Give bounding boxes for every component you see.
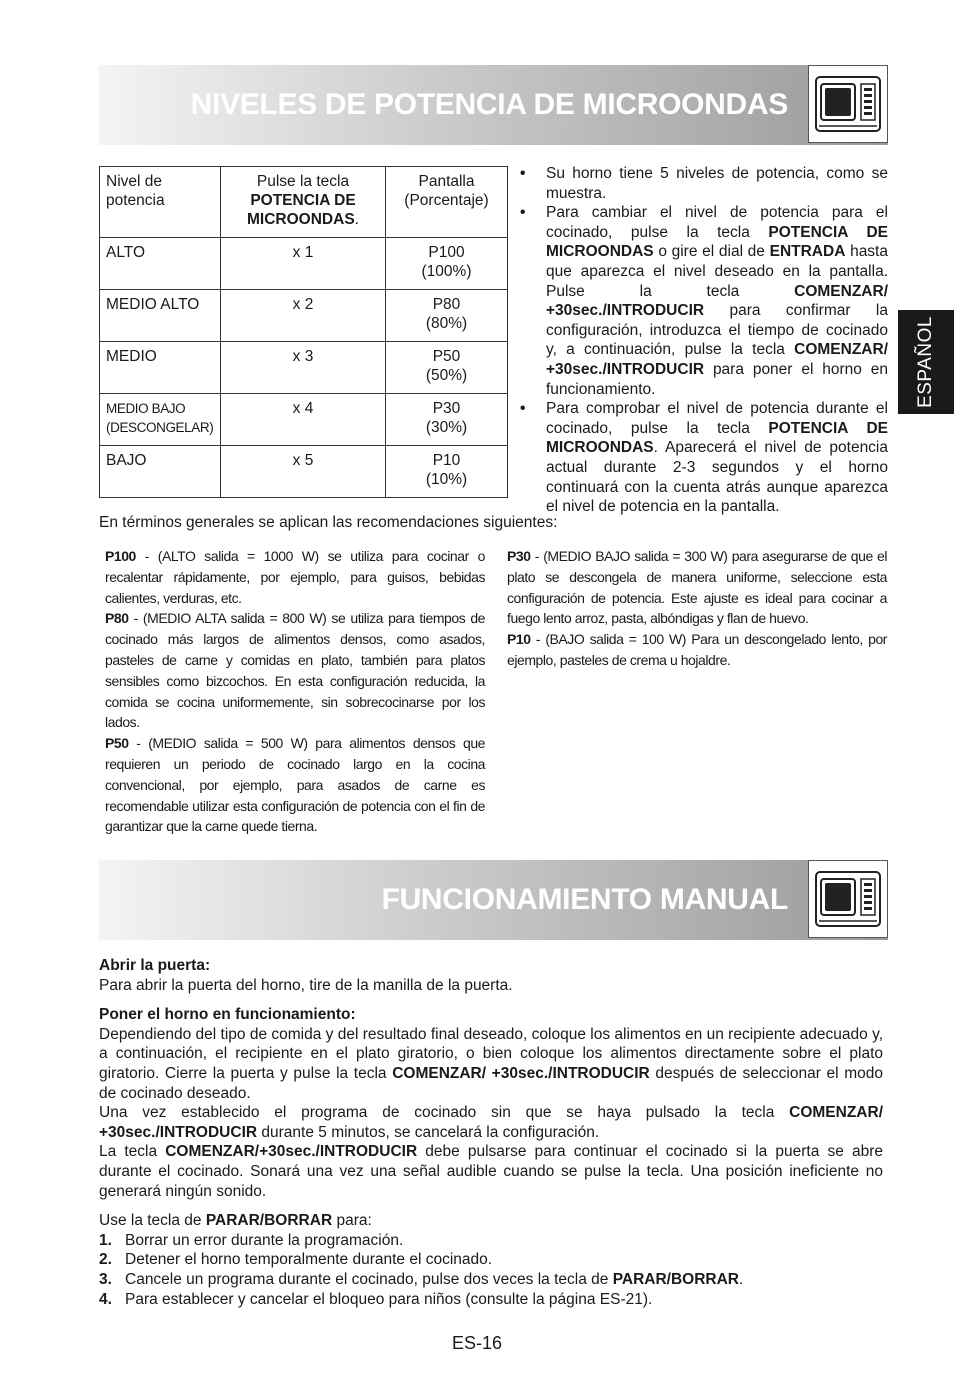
recommendations-intro: En términos generales se aplican las recomendaciones siguientes:	[99, 514, 558, 531]
list-item: 1. Borrar un error durante la programación.	[99, 1231, 404, 1249]
table-row: BAJO x 5 P10 (10%)	[100, 446, 508, 498]
start-paragraph-2: Una vez establecido el programa de cocinado sin que se haya pulsado la tecla COMENZAR/ +30sec./INTRODUCIR durante 5 minutos, se cancelará la configuración.	[99, 1104, 883, 1141]
microwave-icon-box	[808, 860, 888, 938]
open-door-text: Para abrir la puerta del horno, tire de la manilla de la puerta.	[99, 976, 513, 994]
language-tab: ESPAÑOL	[898, 310, 954, 414]
list-item: • Su horno tiene 5 niveles de potencia, como se muestra.	[520, 164, 888, 203]
list-item: • Para comprobar el nivel de potencia durante el cocinado, pulse la tecla POTENCIA DE MICROONDAS. Aparecerá el nivel de potencia actual durante 2-3 segundos y el horno continuará con la cuenta atrás aunque aparezca el nivel de potencia en la pantalla.	[520, 399, 888, 517]
section-title: FUNCIONAMIENTO MANUAL	[381, 883, 788, 916]
recommendations-right-column	[507, 546, 887, 671]
rec-p100: P100 - (ALTO salida = 1000 W) se utiliza para cocinar o recalentar rápidamente, por ejemplo, para guisos, bebidas calientes, verduras, etc.	[105, 548, 485, 606]
rec-p30: P30 - (MEDIO BAJO salida = 300 W) para asegurarse de que el plato se descongela de manera uniforme, seleccione esta configuración de potencia. Este ajuste es ideal para cocinar a fuego lento arroz, pasta, albóndigas y flan de huevo.	[507, 548, 887, 627]
rec-p50: P50 - (MEDIO salida = 500 W) para alimentos densos que requieren un periodo de cocinado largo en la cocina convencional, por ejemplo, para asados de carne es recomendable utilizar esta configuración de potencia con el fin de garantizar que la carne quede tierna.	[105, 735, 485, 835]
header-level: Nivel de potencia	[100, 167, 221, 238]
microwave-icon	[815, 76, 881, 132]
rec-p80: P80 - (MEDIO ALTA salida = 800 W) se utiliza para tiempos de cocinado más largos de alimentos densos, como asados, pasteles de carne y comidas en plato, también para platos sensibles como bizcochos. En esta configuración reducida, la comida se cocina uniformemente, sin sobrecocinarse por los lados.	[105, 610, 485, 731]
list-item: 4. Para establecer y cancelar el bloqueo para niños (consulte la página ES-21).	[99, 1290, 653, 1308]
section-banner-manual-operation	[99, 860, 888, 940]
start-paragraph-3: La tecla COMENZAR/+30sec./INTRODUCIR debe pulsarse para continuar el cocinado si la puerta se abre durante el cocinado. Sonará una vez una señal audible cuando se pulse la tecla. Una posición ineficiente no generará ningún sonido.	[99, 1143, 883, 1200]
stop-list	[99, 1231, 883, 1309]
header-press: Pulse la tecla POTENCIA DE MICROONDAS.	[221, 167, 386, 238]
start-oven-heading: Poner el horno en funcionamiento:	[99, 1006, 356, 1024]
open-door-heading: Abrir la puerta:	[99, 957, 211, 974]
rec-p10: P10 - (BAJO salida = 100 W) Para un descongelado lento, por ejemplo, pasteles de crema u hojaldre.	[507, 631, 887, 668]
table-row: ALTO x 1 P100 (100%)	[100, 238, 508, 290]
start-paragraph-1: Dependiendo del tipo de comida y del resultado final deseado, coloque los alimentos en un recipiente adecuado y, a continuación, el recipiente en el plato giratorio, o bien coloque los alimentos directamente sobre el plato giratorio. Cierre la puerta y pulse la tecla COMENZAR/ +30sec./INTRODUCIR después de seleccionar el modo de cocinado deseado.	[99, 1025, 883, 1102]
microwave-icon-box	[808, 65, 888, 143]
power-level-table	[99, 166, 508, 498]
header-display: Pantalla (Porcentaje)	[386, 167, 508, 238]
recommendations-left-column	[105, 546, 485, 837]
table-row: MEDIO ALTO x 2 P80 (80%)	[100, 290, 508, 342]
table-row: MEDIO x 3 P50 (50%)	[100, 342, 508, 394]
page-number: ES-16	[451, 1333, 503, 1353]
section-title: NIVELES DE POTENCIA DE MICROONDAS	[190, 88, 788, 121]
list-item: • Para cambiar el nivel de potencia para el cocinado, pulse la tecla POTENCIA DE MICROONDAS o gire el dial de ENTRADA hasta que aparezca el nivel deseado en la pantalla. Pulse la tecla COMENZAR/ +30sec./INTRODUCIR para confirmar la configuración, introduzca el tiempo de cocinado y, a continuación, pulse la tecla COMENZAR/ +30sec./INTRODUCIR para poner el horno en funcionamiento.	[520, 203, 888, 399]
microwave-icon	[815, 871, 881, 927]
list-item: 2. Detener el horno temporalmente durante el cocinado.	[99, 1251, 493, 1269]
list-item: 3. Cancele un programa durante el cocinado, pulse dos veces la tecla de PARAR/BORRAR.	[99, 1270, 744, 1288]
table-row: MEDIO BAJO (DESCONGELAR) x 4 P30 (30%)	[100, 394, 508, 446]
section-banner-power-levels	[99, 65, 888, 145]
table-header-row	[100, 167, 508, 238]
stop-intro: Use la tecla de PARAR/BORRAR para:	[99, 1212, 372, 1230]
power-level-notes	[520, 164, 888, 517]
manual-operation-content	[99, 956, 883, 1309]
